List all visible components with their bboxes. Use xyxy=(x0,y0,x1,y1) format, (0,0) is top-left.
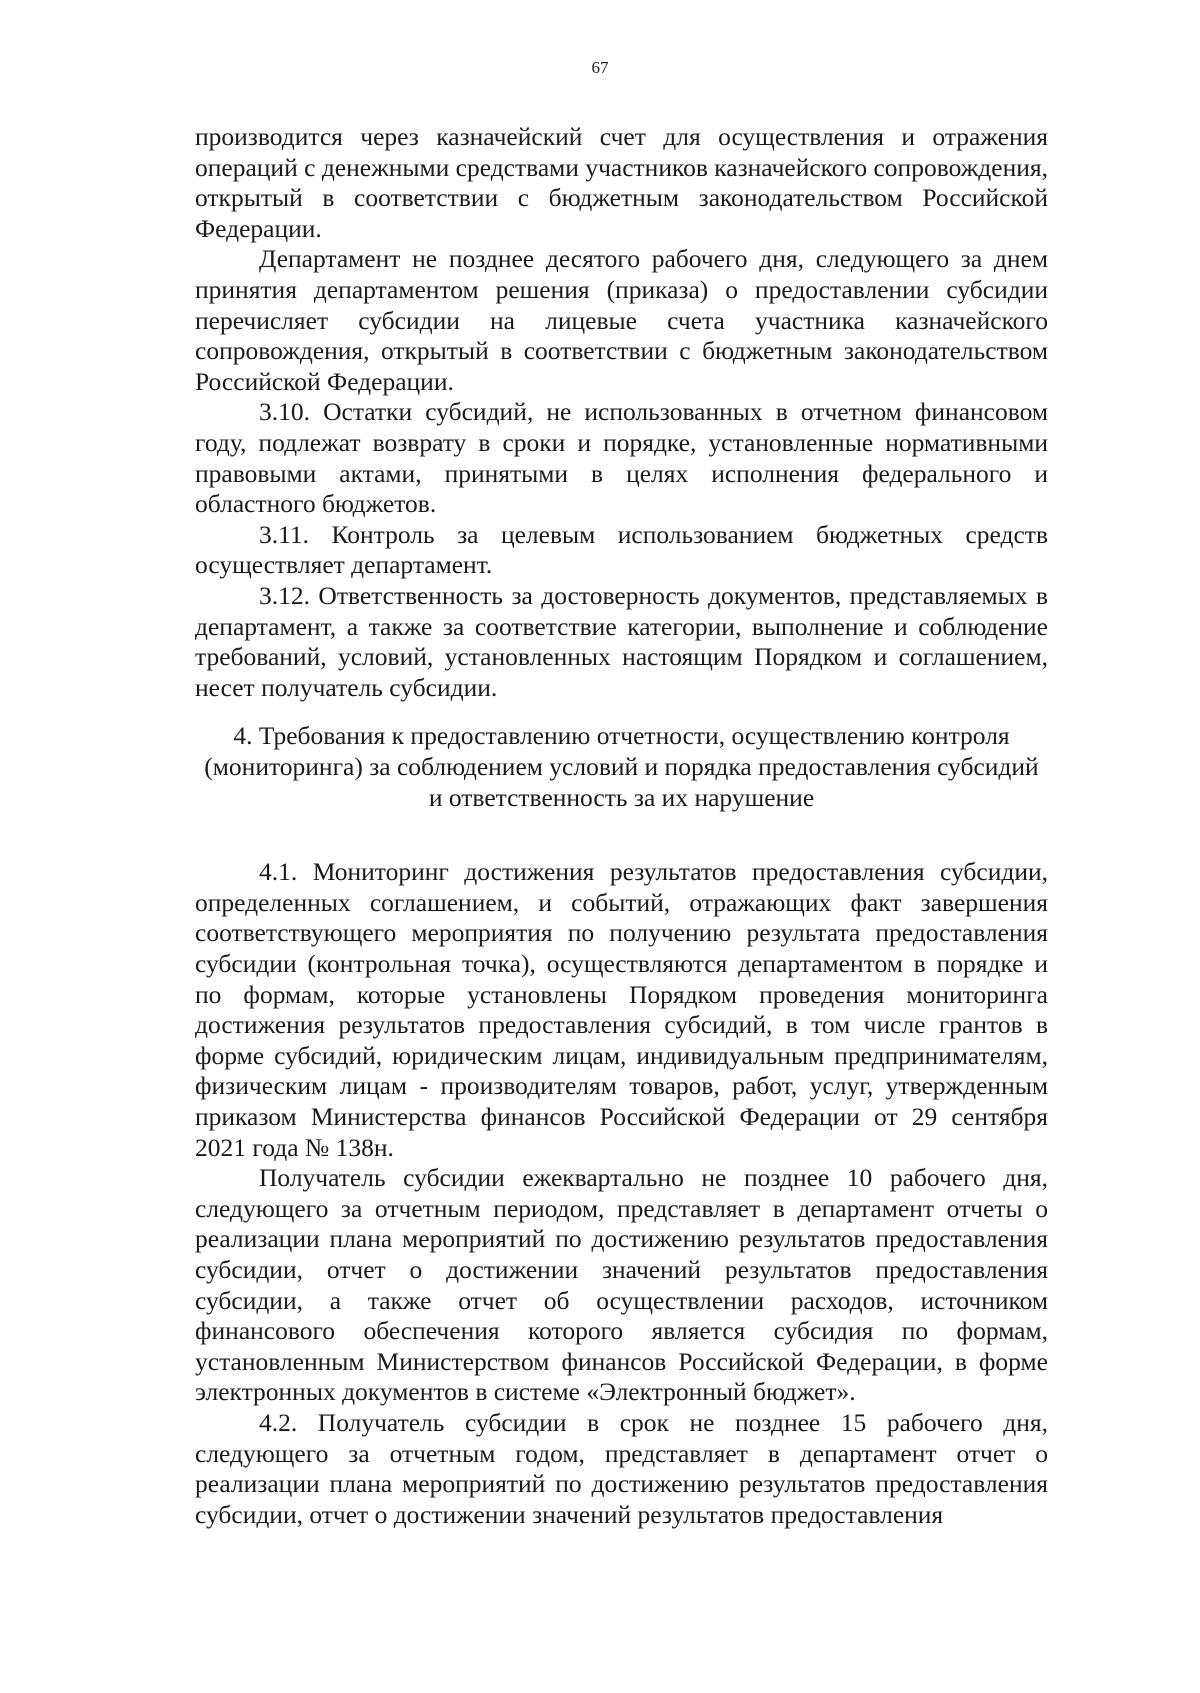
paragraph-4-1: 4.1. Мониторинг достижения результатов предоставления субсидии, определенных соглашением, и событий, отражающих факт завершения соответствующего мероприятия по получению результата предоставления субсидии (контрольная точка), осуществляются департаментом в порядке и по формам, которые установлены Порядком проведения мониторинга достижения результатов предоставления субсидий, в том числе грантов в форме субсидий, юридическим лицам, индивидуальным предпринимателям, физическим лицам - производителям товаров, работ, услуг, утвержденным приказом Министерства финансов Российской Федерации от 29 сентября 2021 года № 138н. xyxy=(195,857,1048,1162)
section-4-heading xyxy=(195,703,1048,857)
paragraph-treasury-account: производится через казначейский счет для осуществления и отражения операций с денежными средствами участников казначейского сопровождения, открытый в соответствии с бюджетным законодательством Российской Федерации. xyxy=(195,122,1048,243)
paragraph-4-2: 4.2. Получатель субсидии в срок не позднее 15 рабочего дня, следующего за отчетным годом, представляет в департамент отчет о реализации плана мероприятий по достижению результатов предоставления субсидии, отчет о достижении значений результатов предоставления xyxy=(195,1407,1048,1529)
paragraph-quarterly-reports: Получатель субсидии ежеквартально не позднее 10 рабочего дня, следующего за отчетным периодом, представляет в департамент отчеты о реализации плана мероприятий по достижению результатов предоставления субсидии, отчет о достижении значений результатов предоставления субсидии, а также отчет об осуществлении расходов, источником финансового обеспечения которого является субсидия по формам, установленным Министерством финансов Российской Федерации, в форме электронных документов в системе «Электронный бюджет». xyxy=(195,1163,1048,1407)
paragraph-3-10: 3.10. Остатки субсидий, не использованных в отчетном финансовом году, подлежат возврату в сроки и порядке, установленные нормативными правовыми актами, принятыми в целях исполнения федерального и областного бюджетов. xyxy=(195,397,1048,519)
document-body xyxy=(195,122,1048,1530)
section-heading-line-2: (мониторинга) за соблюдением условий и порядка предоставления субсидий xyxy=(204,752,1039,782)
section-heading-line-1: 4. Требования к предоставлению отчетности, осуществлению контроля xyxy=(233,721,1010,751)
paragraph-department-transfer: Департамент не позднее десятого рабочего дня, следующего за днем принятия департаментом решения (приказа) о предоставлении субсидии перечисляет субсидии на лицевые счета участника казначейского сопровождения, открытый в соответствии с бюджетным законодательством Российской Федерации. xyxy=(195,244,1048,396)
page-number: 67 xyxy=(591,58,609,77)
section-heading-line-3: и ответственность за их нарушение xyxy=(428,783,815,813)
paragraph-3-12: 3.12. Ответственность за достоверность документов, представляемых в департамент, а также за соответствие категории, выполнение и соблюдение требований, условий, установленных настоящим Порядком и соглашением, несет получатель субсидии. xyxy=(195,580,1048,702)
paragraph-3-11: 3.11. Контроль за целевым использованием бюджетных средств осуществляет департамент. xyxy=(195,519,1048,580)
